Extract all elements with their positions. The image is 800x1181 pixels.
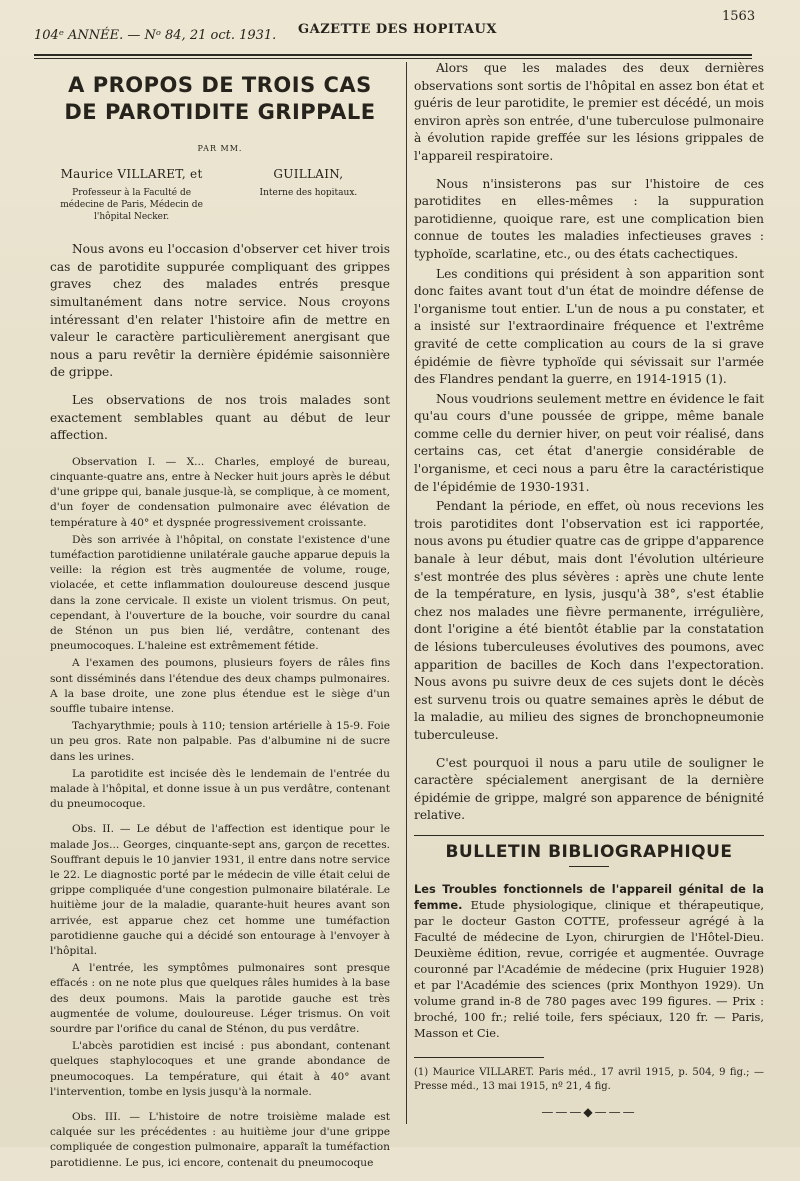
observation-paragraph: L'abcès parotidien est incisé : pus abondant, contenant quelques staphylocoques et une grande abondance de pneumocoques. La température, qui était à 40° avant l'intervention, tombe en lysis jusqu'à la normale. — [50, 1040, 390, 1098]
end-ornament: ———◆——— — [541, 1104, 637, 1119]
intro-paragraph: Nous avons eu l'occasion d'observer cet hiver trois cas de parotidite suppurée compliquant des grippes graves chez des malades entrés presque simultanément dans notre service. Nous croyons intéressant d'en relater l'histoire afin de mettre en valeur le caractère particulièrement anergisant que nous a paru revêtir la dernière épidémie saisonnière de grippe. — [50, 242, 390, 380]
body-paragraph: C'est pourquoi il nous a paru utile de souligner le caractère spécialement anergisant de la dernière épidémie de grippe, malgré son apparence de bénignité relative. — [414, 755, 764, 823]
book-title: Les Troubles fonctionnels de l'appareil génital de la femme. — [414, 881, 764, 912]
author-2-affiliation: Interne des hopitaux. — [259, 188, 358, 199]
bulletin-dash — [569, 866, 609, 867]
body-paragraph: Les conditions qui président à son apparition sont donc faites avant tout d'un état de moindre défense de l'organisme tout entier. L'un de nous a pu constater, et a insisté sur l'extraordinaire fréquence et l'extrême gravité de cette complication au cours de la si grave épidémie de fièvre typhoïde qui sévissait sur l'armée des Flandres pendant la guerre, en 1914-1915 (1). — [414, 266, 764, 387]
book-description: Etude physiologique, clinique et thérapeutique, par le docteur Gaston COTTE, professeur agrégé à la Faculté de médecine de Lyon, chirurgien de l'Hôtel-Dieu. Deuxième édition, revue, corrigée et augmentée. Ouvrage couronné par l'Académie de médecine (prix Huguier 1928) et par l'Académie des sciences (prix Monthyon 1929). Un volume grand in-8 de 780 pages avec 199 figures. — Prix : broché, 100 fr.; relié toile, fers spéciaux, 120 fr. — Paris, Masson et Cie. — [414, 897, 764, 1040]
column-divider — [406, 62, 407, 1124]
author-1 — [50, 166, 213, 224]
observation-paragraph: Obs. III. — L'histoire de notre troisième malade est calquée sur les précédentes : au huitième jour d'une grippe compliquée de congestion pulmonaire, apparaît la tuméfaction parotidienne. Le pus, ici encore, contenait du pneumocoque — [50, 1111, 390, 1169]
article-title: A PROPOS DE TROIS CAS DE PAROTIDITE GRIPPALE — [64, 73, 376, 124]
header-rule-thin — [34, 58, 752, 59]
observation-paragraph: Obs. II. — Le début de l'affection est identique pour le malade Jos... Georges, cinquante-sept ans, garçon de recettes. Souffrant depuis le 10 janvier 1931, il entre dans notre service le 22. Le diagnostic porté par le médecin de ville était celui de grippe compliquée d'une congestion pulmonaire bilatérale. Le huitième jour de la maladie, quarante-huit heures avant son arrivée, est apparue chez cet homme une tuméfaction parotidienne gauche qui a décidé son entourage à l'envoyer à l'hôpital. — [50, 823, 390, 958]
right-column — [414, 60, 764, 1121]
observation-paragraph: A l'examen des poumons, plusieurs foyers de râles fins sont disséminés dans l'étendue des deux champs pulmonaires. A la base droite, une zone plus étendue est le siège d'un souffle tubaire intense. — [50, 657, 390, 715]
observation-paragraph: A l'entrée, les symptômes pulmonaires sont presque effacés : on ne note plus que quelques râles humides à la base des deux poumons. Mais la parotide gauche est très augmentée de volume, douloureuse. Léger trismus. On voit sourdre par l'orifice du canal de Sténon, du pus verdâtre. — [50, 962, 390, 1036]
authors — [50, 166, 390, 224]
footnote-rule — [414, 1057, 544, 1058]
footnote: (1) Maurice VILLARET. Paris méd., 17 avril 1915, p. 504, 9 fig.; — Presse méd., 13 mai 1915, nº 21, 4 fig. — [414, 1066, 764, 1092]
journal-title: GAZETTE DES HOPITAUX — [298, 22, 497, 37]
bulletin-title: BULLETIN BIBLIOGRAPHIQUE — [445, 841, 733, 862]
observation-paragraph: La parotidite est incisée dès le lendemain de l'entrée du malade à l'hôpital, et donne issue à un pus verdâtre, contenant du pneumocoque. — [50, 767, 390, 811]
body-paragraph: Nous n'insisterons pas sur l'histoire de ces parotidites en elles-mêmes : la suppuration parotidienne, quoique rare, est une complication bien connue de toutes les maladies infectieuses graves : typhoïde, scarlatine, etc., ou des états cachectiques. — [414, 176, 764, 261]
section-rule — [414, 835, 764, 836]
observation-paragraph: Observation I. — X... Charles, employé de bureau, cinquante-quatre ans, entre à Necker huit jours après le début d'une grippe qui, banale jusque-là, se complique, à ce moment, d'un foyer de condensation pulmonaire avec élévation de température à 40° et dyspnée progressivement croissante. — [50, 455, 390, 529]
body-paragraph: Alors que les malades des deux dernières observations sont sortis de l'hôpital en assez bon état et guéris de leur parotidite, le premier est décédé, un mois environ après son entrée, d'une tuberculose pulmonaire à évolution rapide greffée sur les lésions grippales de l'appareil respiratoire. — [414, 61, 764, 163]
author-1-affiliation: Professeur à la Faculté de médecine de Paris, Médecin de l'hôpital Necker. — [60, 188, 203, 223]
observation-paragraph: Tachyarythmie; pouls à 110; tension artérielle à 15-9. Foie un peu gros. Rate non palpable. Pas d'albumine ni de sucre dans les urines. — [50, 720, 390, 763]
observation-paragraph: Dès son arrivée à l'hôpital, on constate l'existence d'une tuméfaction parotidienne unilatérale gauche apparue depuis la veille: la région est très augmentée de volume, rouge, violacée, et cette inflammation douloureuse descend jusque dans la zone cervicale. Il existe un violent trismus. On peut, cependant, à l'ouverture de la bouche, voir sourdre du canal de Sténon un pus bien lié, verdâtre, contenant des pneumocoques. L'haleine est extrêmement fétide. — [50, 533, 390, 653]
author-1-name: Maurice VILLARET, et — [60, 166, 203, 181]
body-paragraph: Nous voudrions seulement mettre en évidence le fait qu'au cours d'une poussée de grippe, même banale comme celle du dernier hiver, on peut voir réalisé, dans certains cas, cet état d'anergie considérable de l'organisme, et ceci nous a paru être la caractéristique de l'épidémie de 1930-1931. — [414, 391, 764, 494]
book-review — [414, 881, 764, 1041]
issue-info: 104ᵉ ANNÉE. — Nᵒ 84, 21 oct. 1931. — [34, 28, 277, 43]
author-2-name: GUILLAIN, — [273, 166, 344, 181]
byline-par: PAR MM. — [197, 144, 243, 153]
left-column — [50, 64, 390, 1181]
author-2 — [227, 166, 390, 224]
page-number: 1563 — [722, 9, 756, 24]
body-paragraph: Pendant la période, en effet, où nous recevions les trois parotidites dont l'observation est ici rapportée, nous avons pu étudier quatre cas de grippe d'apparence banale à leur début, mais dont l'évolution ultérieure s'est montrée des plus sévères : après une chute lente de la température, en lysis, jusqu'à 38°, s'est établie chez nos malades une fièvre permanente, irrégulière, dont l'origine a été bientôt établie par la constatation de lésions tuberculeuses évolutives des poumons, avec apparition de bacilles de Koch dans l'expectoration. Nous avons pu suivre deux de ces sujets dont le décès est survenu trois ou quatre semaines après le début de la maladie, au milieu des signes de bronchopneumonie tuberculeuse. — [414, 499, 764, 742]
intro-paragraph: Les observations de nos trois malades sont exactement semblables quant au début de leur affection. — [50, 392, 390, 443]
header-rule — [34, 54, 752, 56]
